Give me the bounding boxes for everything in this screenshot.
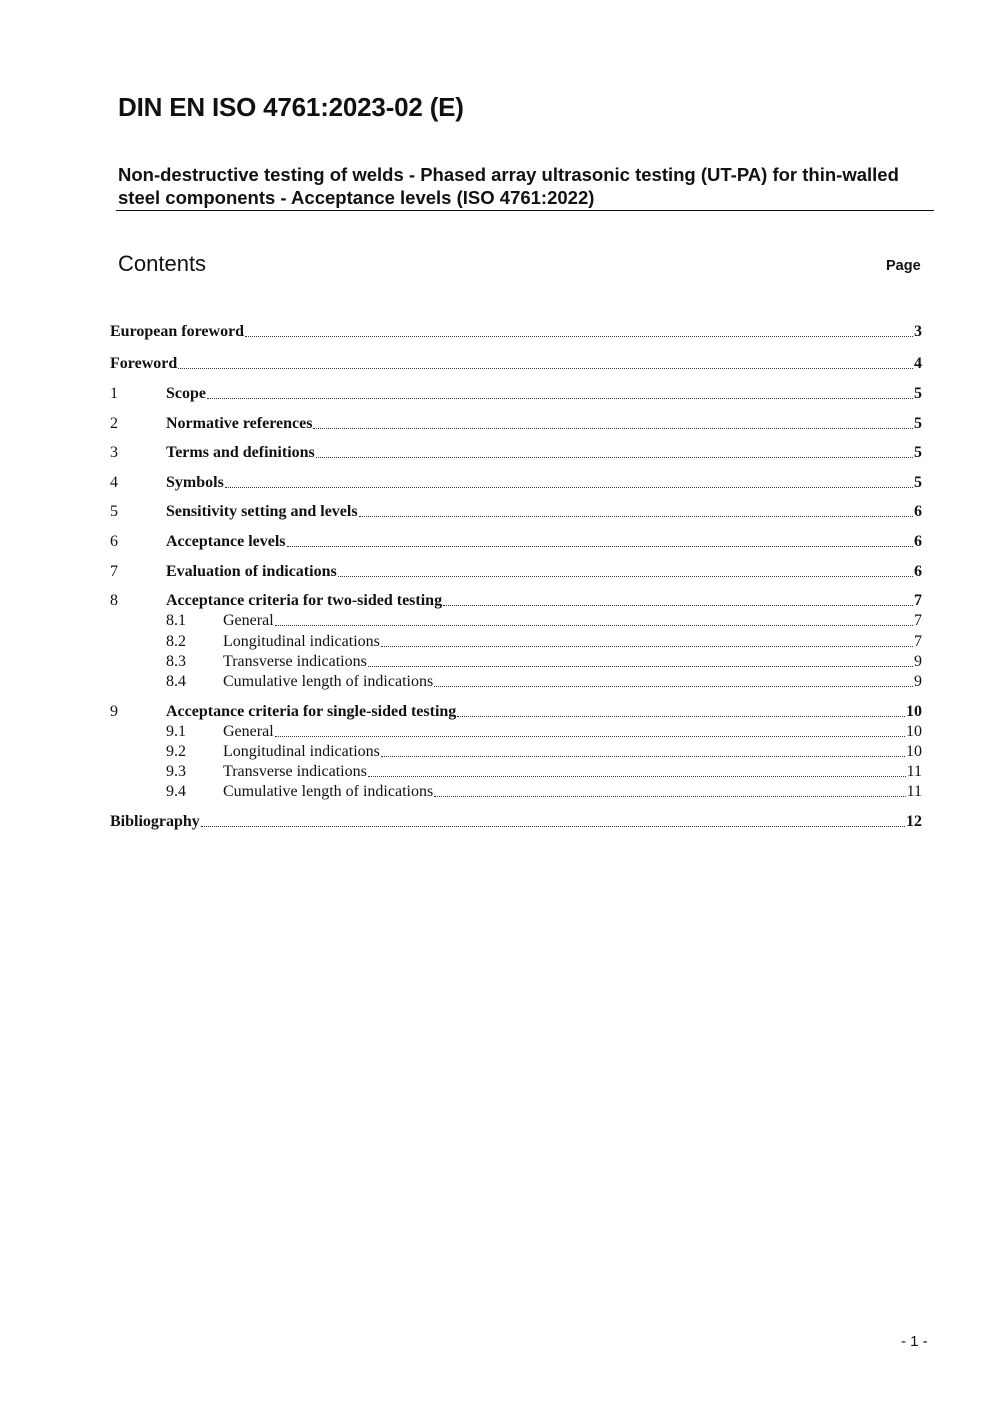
toc-entry-page: 10 — [906, 723, 922, 740]
toc-entry-number: 8.3 — [166, 653, 186, 670]
toc-entry-title: Symbols — [166, 474, 224, 491]
toc-entry-title: Cumulative length of indications — [223, 673, 434, 690]
toc-entry-8-4[interactable] — [110, 672, 922, 692]
toc-entry-number: 8.2 — [166, 633, 186, 650]
contents-heading: Contents — [118, 251, 207, 276]
dot-leader — [443, 604, 913, 606]
toc-entry-number: 9 — [110, 703, 118, 720]
dot-leader — [359, 515, 913, 517]
toc-entry-page: 5 — [914, 385, 922, 402]
standard-id: DIN EN ISO 4761:2023-02 (E) — [118, 92, 464, 122]
toc-entry-title: Acceptance criteria for two-sided testing — [166, 592, 443, 609]
toc-entry-title: Longitudinal indications — [223, 633, 380, 650]
toc-entry-number: 5 — [110, 503, 118, 520]
document-title: Non-destructive testing of welds - Phased array ultrasonic testing (UT-PA) for thin-walled steel components - Acceptance levels (ISO 4761:2022) — [118, 164, 899, 208]
toc-entry-bibliography[interactable] — [110, 812, 922, 832]
dot-leader — [368, 665, 913, 667]
toc-entry-number: 1 — [110, 385, 118, 402]
dot-leader — [434, 795, 905, 797]
toc-entry-page: 6 — [914, 503, 922, 520]
toc-entry-title: European foreword — [110, 323, 245, 340]
toc-entry-title: Acceptance levels — [166, 533, 286, 550]
toc-entry-2[interactable] — [110, 414, 922, 434]
toc-entry-number: 6 — [110, 533, 118, 550]
toc-entry-title: Cumulative length of indications — [223, 783, 434, 800]
toc-entry-page: 4 — [914, 355, 922, 372]
toc-entry-number: 3 — [110, 444, 118, 461]
dot-leader — [434, 685, 913, 687]
dot-leader — [207, 397, 913, 399]
toc-entry-page: 10 — [906, 743, 922, 760]
toc-entry-9-1[interactable] — [110, 722, 922, 742]
dot-leader — [381, 755, 905, 757]
toc-entry-page: 6 — [914, 563, 922, 580]
dot-leader — [245, 335, 913, 337]
toc-entry-8-3[interactable] — [110, 652, 922, 672]
toc-entry-page: 5 — [914, 474, 922, 491]
toc-entry-page: 7 — [914, 633, 922, 650]
toc-entry-title: General — [223, 612, 274, 629]
toc-entry-page: 12 — [906, 813, 922, 830]
toc-entry-title: Sensitivity setting and levels — [166, 503, 358, 520]
toc-entry-page: 9 — [914, 673, 922, 690]
toc-entry-title: Transverse indications — [223, 763, 367, 780]
dot-leader — [287, 545, 913, 547]
toc-entry-title: Evaluation of indications — [166, 563, 337, 580]
toc-entry-page: 9 — [914, 653, 922, 670]
toc-entry-title: Longitudinal indications — [223, 743, 380, 760]
toc-entry-4[interactable] — [110, 473, 922, 493]
dot-leader — [178, 367, 913, 369]
dot-leader — [275, 735, 905, 737]
toc-entry-title: Transverse indications — [223, 653, 367, 670]
toc-entry-number: 9.2 — [166, 743, 186, 760]
dot-leader — [368, 775, 906, 777]
toc-entry-9[interactable] — [110, 702, 922, 722]
toc-entry-5[interactable] — [110, 502, 922, 522]
dot-leader — [316, 456, 913, 458]
title-divider — [116, 210, 934, 211]
toc-entry-page: 11 — [906, 763, 922, 780]
toc-entry-number: 4 — [110, 474, 118, 491]
toc-entry-page: 5 — [914, 415, 922, 432]
toc-entry-7[interactable] — [110, 562, 922, 582]
toc-entry-6[interactable] — [110, 532, 922, 552]
toc-entry-number: 9.1 — [166, 723, 186, 740]
toc-entry-number: 9.3 — [166, 763, 186, 780]
toc-entry-9-2[interactable] — [110, 742, 922, 762]
toc-entry-page: 5 — [914, 444, 922, 461]
toc-entry-page: 3 — [914, 323, 922, 340]
toc-entry-title: Bibliography — [110, 813, 200, 830]
toc-entry-number: 2 — [110, 415, 118, 432]
toc-entry-page: 7 — [914, 612, 922, 629]
dot-leader — [275, 624, 913, 626]
toc-entry-title: Terms and definitions — [166, 444, 315, 461]
toc-entry-number: 7 — [110, 563, 118, 580]
toc-entry-9-3[interactable] — [110, 762, 922, 782]
toc-entry-page: 6 — [914, 533, 922, 550]
toc-entry-title: Normative references — [166, 415, 313, 432]
toc-entry-9-4[interactable] — [110, 782, 922, 802]
toc-entry-title: General — [223, 723, 274, 740]
toc-entry-number: 8.1 — [166, 612, 186, 629]
toc-entry-title: Scope — [166, 385, 206, 402]
toc-entry-3[interactable] — [110, 443, 922, 463]
dot-leader — [338, 575, 913, 577]
page-column-heading: Page — [886, 258, 921, 274]
toc-entry-number: 9.4 — [166, 783, 186, 800]
dot-leader — [313, 427, 913, 429]
dot-leader — [201, 825, 905, 827]
dot-leader — [381, 645, 913, 647]
toc-entry-1[interactable] — [110, 384, 922, 404]
toc-entry-page: 10 — [906, 703, 922, 720]
toc-entry-page: 11 — [906, 783, 922, 800]
dot-leader — [457, 715, 905, 717]
toc-entry-page: 7 — [914, 592, 922, 609]
toc-entry-european-foreword[interactable] — [110, 322, 922, 342]
toc-entry-8[interactable] — [110, 591, 922, 611]
toc-entry-number: 8.4 — [166, 673, 186, 690]
toc-entry-foreword[interactable] — [110, 354, 922, 374]
toc-entry-8-2[interactable] — [110, 632, 922, 652]
toc-entry-title: Foreword — [110, 355, 178, 372]
toc-entry-8-1[interactable] — [110, 611, 922, 631]
toc-entry-number: 8 — [110, 592, 118, 609]
page-number: - 1 - — [901, 1333, 928, 1350]
dot-leader — [225, 486, 913, 488]
toc-entry-title: Acceptance criteria for single-sided testing — [166, 703, 457, 720]
